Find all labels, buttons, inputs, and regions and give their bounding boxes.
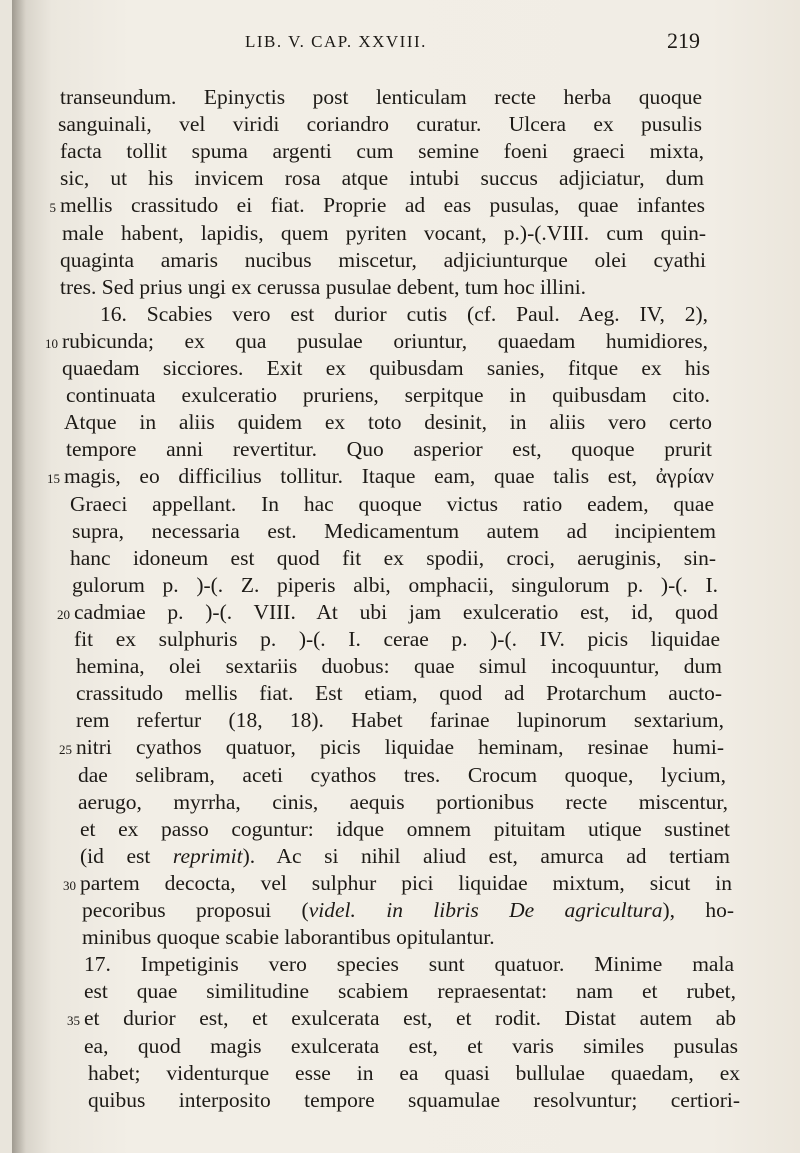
text-line: 16. Scabies vero est durior cutis (cf. Paul. Aeg. IV, 2),: [100, 301, 708, 326]
italic-phrase: videl. in libris De agricultura: [308, 898, 663, 922]
text-line: quaedam sicciores. Exit ex quibusdam sanies, fitque ex his: [62, 356, 710, 380]
text-line: continuata exulceratio pruriens, serpitque in quibusdam cito.: [66, 383, 710, 408]
line-number: 25: [59, 742, 72, 758]
text-line: Graeci appellant. In hac quoque victus ratio eadem, quae: [70, 491, 714, 516]
text-line: quibus interposito tempore squamulae resolvuntur; certiori-: [88, 1087, 740, 1112]
text-line: et durior est, et exulcerata est, et rodit. Distat autem ab: [84, 1006, 736, 1031]
text-line: gulorum p. )-(. Z. piperis albi, omphacii, singulorum p. )-(. I.: [72, 572, 718, 597]
line-number: 35: [67, 1013, 80, 1029]
text-line: hemina, olei sextariis duobus: quae simul incoquuntur, dum: [76, 654, 722, 679]
text-line: tempore anni revertitur. Quo asperior est, quoque prurit: [66, 437, 712, 462]
text-line: rubicunda; ex qua pusulae oriuntur, quaedam humidiores,: [62, 328, 708, 353]
italic-phrase: reprimit: [172, 843, 243, 868]
text-line: et ex passo coguntur: idque omnem pituitam utique sustinet: [80, 816, 730, 841]
text-line: habet; videnturque esse in ea quasi bullulae quaedam, ex: [88, 1060, 740, 1085]
text-line: 17. Impetiginis vero species sunt quatuor. Minime mala: [84, 952, 734, 977]
page-number: 219: [667, 28, 700, 53]
line-number: 5: [49, 200, 56, 216]
text-line: quaginta amaris nucibus miscetur, adjiciunturque olei cyathi: [60, 247, 706, 272]
line-number: 30: [63, 877, 76, 893]
text-line: hanc idoneum est quod fit ex spodii, croci, aeruginis, sin-: [70, 545, 716, 570]
line-number: 15: [47, 471, 60, 487]
text-line: mellis crassitudo ei fiat. Proprie ad eas pusulas, quae infantes: [60, 193, 705, 218]
text-line: Atque in aliis quidem ex toto desinit, in aliis vero certo: [64, 410, 712, 435]
page-header: [245, 30, 700, 56]
text-line: facta tollit spuma argenti cum semine foeni graeci mixta,: [60, 139, 704, 164]
text-line: dae selibram, aceti cyathos tres. Crocum quoque, lycium,: [78, 762, 726, 787]
text-line: cadmiae p. )-(. VIII. At ubi jam exulceratio est, id, quod: [74, 599, 718, 624]
text-line: nitri cyathos quatuor, picis liquidae heminam, resinae humi-: [76, 735, 724, 760]
text-line: (id est reprimit). Ac si nihil aliud est, amurca ad tertiam: [80, 843, 730, 868]
line-number: 20: [57, 606, 70, 622]
text-line: transeundum. Epinyctis post lenticulam recte herba quoque: [60, 85, 702, 109]
text-line: tres. Sed prius ungi ex cerussa pusulae debent, tum hoc illini.: [60, 274, 587, 299]
text-line: crassitudo mellis fiat. Est etiam, quod ad Protarchum aucto-: [76, 681, 722, 706]
text-line: partem decocta, vel sulphur pici liquidae mixtum, sicut in: [80, 870, 732, 895]
text-line: supra, necessaria est. Medicamentum autem ad incipientem: [72, 518, 716, 543]
running-head: LIB. V. CAP. XXVIII.: [245, 32, 427, 51]
line-number: 10: [45, 335, 58, 351]
text-line: rem refertur (18, 18). Habet farinae lupinorum sextarium,: [76, 708, 724, 733]
text-line: aerugo, myrrha, cinis, aequis portionibus recte miscentur,: [78, 789, 728, 814]
text-line: fit ex sulphuris p. )-(. I. cerae p. )-(. IV. picis liquidae: [74, 627, 720, 651]
text-line: sanguinali, vel viridi coriandro curatur. Ulcera ex pusulis: [58, 112, 702, 137]
text-line: male habent, lapidis, quem pyriten vocant, p.)-(.VIII. cum quin-: [62, 220, 706, 245]
page-gutter-shadow: [12, 0, 26, 1153]
text-line: minibus quoque scabie laborantibus opitulantur.: [82, 925, 495, 950]
text-line: magis, eo difficilius tollitur. Itaque eam, quae talis est, ἀγρίαν: [64, 464, 714, 489]
text-line: ea, quod magis exulcerata est, et varis similes pusulas: [84, 1033, 738, 1058]
text-line: sic, ut his invicem rosa atque intubi succus adjiciatur, dum: [60, 166, 704, 191]
text-line: est quae similitudine scabiem repraesentat: nam et rubet,: [84, 979, 736, 1004]
text-line: pecoribus proposui (videl. in libris De agricultura), ho-: [82, 898, 734, 922]
